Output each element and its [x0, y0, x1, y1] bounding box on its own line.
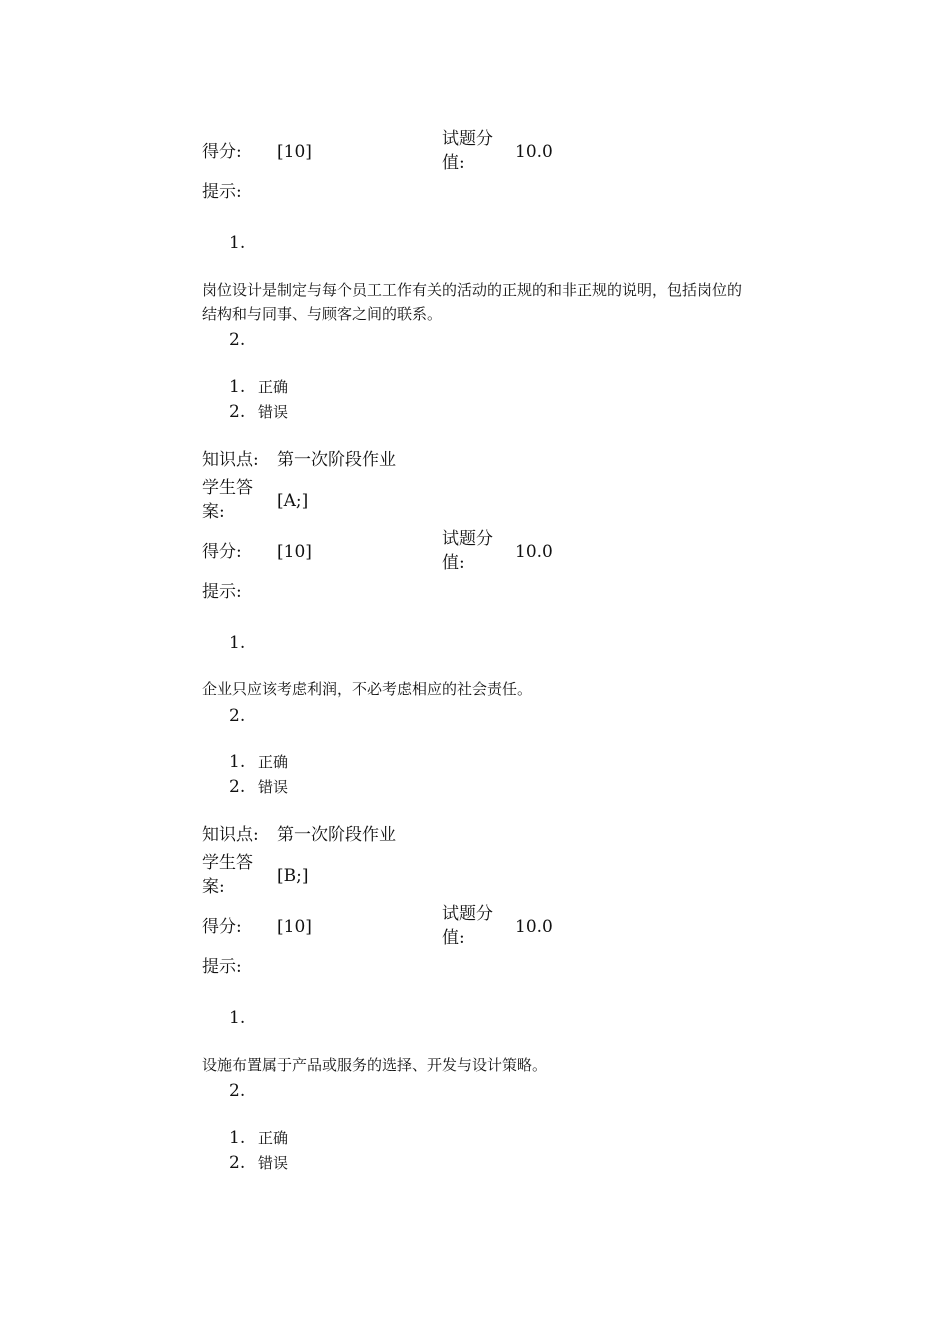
option-wrong: 错误 [258, 403, 289, 421]
question-stem: 设施布置属于产品或服务的选择、开发与设计策略。 [202, 1056, 548, 1074]
score-value: [10] [277, 542, 312, 562]
knowledge-point-value: 第一次阶段作业 [277, 825, 396, 845]
option-number-2: 2. [229, 777, 246, 797]
option-number-2: 2. [229, 402, 246, 422]
item-value: 10.0 [515, 142, 553, 162]
knowledge-point-label: 知识点: [202, 825, 259, 845]
item-value: 10.0 [515, 917, 553, 937]
question-number: 1. [229, 633, 246, 653]
question-stem-line2: 结构和与同事、与顾客之间的联系。 [202, 305, 443, 323]
knowledge-point-value: 第一次阶段作业 [277, 450, 396, 470]
question-stem-line1: 岗位设计是制定与每个员工工作有关的活动的正规的和非正规的说明，包括岗位的 [202, 281, 743, 299]
option-correct: 正确 [258, 1129, 289, 1147]
student-answer-label: 学生答 案: [202, 478, 253, 522]
score-value: [10] [277, 917, 312, 937]
knowledge-point-label: 知识点: [202, 450, 259, 470]
options-number: 2. [229, 1081, 246, 1101]
student-answer-label: 学生答 案: [202, 853, 253, 897]
item-value-label: 试题分 值: [442, 904, 493, 948]
hint-label: 提示: [202, 582, 242, 602]
options-number: 2. [229, 330, 246, 350]
item-value: 10.0 [515, 542, 553, 562]
question-stem: 企业只应该考虑利润，不必考虑相应的社会责任。 [202, 680, 533, 698]
option-wrong: 错误 [258, 1154, 289, 1172]
item-value-label: 试题分 值: [442, 529, 493, 573]
option-correct: 正确 [258, 753, 289, 771]
score-label: 得分: [202, 917, 242, 937]
score-label: 得分: [202, 142, 242, 162]
hint-label: 提示: [202, 957, 242, 977]
question-number: 1. [229, 1008, 246, 1028]
option-wrong: 错误 [258, 778, 289, 796]
option-number-2: 2. [229, 1153, 246, 1173]
option-correct: 正确 [258, 378, 289, 396]
hint-label: 提示: [202, 182, 242, 202]
question-number: 1. [229, 233, 246, 253]
student-answer-value: [B;] [277, 866, 309, 886]
options-number: 2. [229, 706, 246, 726]
option-number-1: 1. [229, 1128, 246, 1148]
item-value-label: 试题分 值: [442, 129, 493, 173]
option-number-1: 1. [229, 377, 246, 397]
student-answer-value: [A;] [277, 491, 309, 511]
option-number-1: 1. [229, 752, 246, 772]
score-label: 得分: [202, 542, 242, 562]
score-value: [10] [277, 142, 312, 162]
